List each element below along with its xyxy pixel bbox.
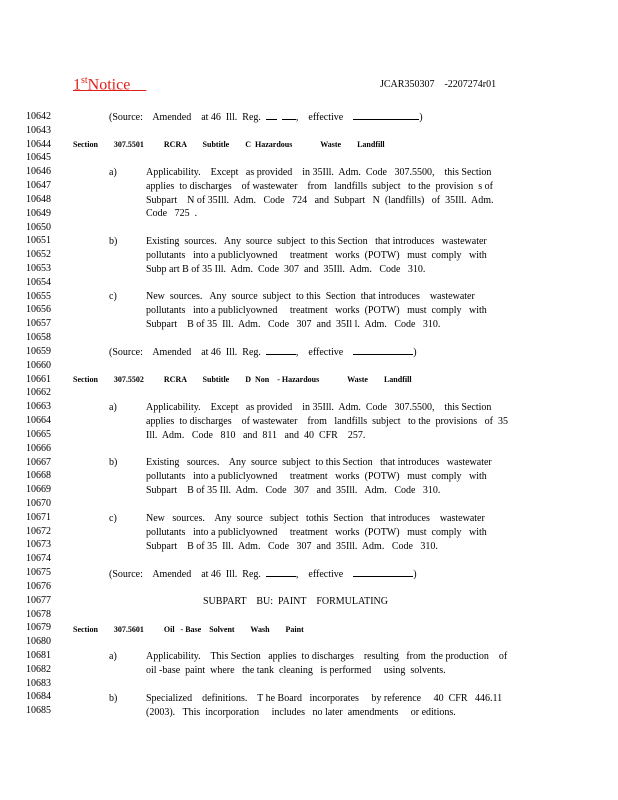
line-number: 10656: [26, 304, 51, 316]
line-number: 10653: [26, 263, 51, 275]
line-number: 10645: [26, 152, 51, 164]
item-marker: b): [109, 693, 118, 704]
paragraph-line: (2003). This incorporation includes no later amendments or editions.: [146, 706, 456, 718]
item-marker: c): [109, 291, 117, 302]
paragraph-line: Subpart B of 35 Ill. Adm. Code 307 and 35Ill. Adm. Code 310.: [146, 540, 438, 552]
line-number: 10644: [26, 138, 51, 150]
source-note: (Source: Amended at 46 Ill. Reg. , effective ): [109, 112, 423, 123]
paragraph-line: Subpart B of 35 Ill. Adm. Code 307 and 35Ill. Adm. Code 310.: [146, 484, 441, 496]
paragraph-line: pollutants into a publiclyowned treatment works (POTW) must comply with: [146, 304, 487, 316]
paragraph: [146, 650, 546, 678]
paragraph-line: Subp art B of 35 Ill. Adm. Code 307 and 35Ill. Adm. Code 310.: [146, 263, 426, 275]
line-number: 10662: [26, 387, 51, 399]
line-number: 10657: [26, 318, 51, 330]
paragraph: [146, 166, 546, 221]
paragraph-line: Code 725 .: [146, 208, 198, 220]
paragraph-line: Applicability. Except as provided in 35Ill. Adm. Code 307.5500, this Section: [146, 167, 492, 178]
item-marker: c): [109, 513, 117, 524]
line-number: 10670: [26, 497, 51, 509]
line-number: 10660: [26, 359, 51, 371]
line-number: 10652: [26, 249, 51, 261]
paragraph-line: Applicability. This Section applies to discharges resulting from the production of: [146, 651, 508, 662]
paragraph-line: Specialized definitions. T he Board incorporates by reference 40 CFR 446.11: [146, 693, 503, 704]
paragraph: [146, 692, 546, 720]
section-heading: Section 307.5601 Oil - Base Solvent Wash Paint: [73, 625, 304, 634]
line-number: 10682: [26, 663, 51, 675]
line-number: 10681: [26, 649, 51, 661]
paragraph-line: pollutants into a publiclyowned treatment works (POTW) must comply with: [146, 470, 487, 482]
line-number: 10685: [26, 705, 51, 717]
paragraph-line: Subpart B of 35 Ill. Adm. Code 307 and 35Il l. Adm. Code 310.: [146, 318, 441, 330]
paragraph-line: New sources. Any source subject tothis Section that introduces wastewater: [146, 513, 485, 524]
paragraph-line: applies to discharges of wastewater from landfills subject to the provision s of: [146, 180, 493, 192]
line-number: 10658: [26, 332, 51, 344]
line-number: 10647: [26, 180, 51, 192]
line-number: 10654: [26, 276, 51, 288]
line-number: 10680: [26, 636, 51, 648]
line-number: 10643: [26, 124, 51, 136]
line-number: 10684: [26, 691, 51, 703]
subpart-heading: SUBPART BU: PAINT FORMULATING: [203, 596, 388, 607]
item-marker: a): [109, 402, 117, 413]
paragraph-line: Existing sources. Any source subject to this Section that introduces wastewater: [146, 236, 487, 247]
paragraph-line: Subpart N of 35Ill. Adm. Code 724 and Subpart N (landfills) of 35Ill. Adm.: [146, 194, 494, 206]
paragraph-line: Existing sources. Any source subject to this Section that introduces wastewater: [146, 457, 492, 468]
line-number: 10655: [26, 290, 51, 302]
paragraph: [146, 401, 546, 442]
notice-label: 1stNotice: [73, 75, 131, 94]
line-number: 10651: [26, 235, 51, 247]
line-number: 10679: [26, 622, 51, 634]
line-number: 10671: [26, 511, 51, 523]
item-marker: b): [109, 457, 118, 468]
line-number: 10669: [26, 484, 51, 496]
paragraph: [146, 456, 546, 497]
section-heading: Section 307.5502 RCRA Subtitle D Non - Hazardous Waste Landfill: [73, 375, 412, 384]
line-number: 10664: [26, 415, 51, 427]
paragraph-line: pollutants into a publiclyowned treatment works (POTW) must comply with: [146, 249, 487, 261]
line-number: 10673: [26, 539, 51, 551]
line-number: 10678: [26, 608, 51, 620]
line-number: 10672: [26, 525, 51, 537]
source-note: (Source: Amended at 46 Ill. Reg. , effective ): [109, 347, 417, 358]
line-number: 10650: [26, 221, 51, 233]
line-number: 10642: [26, 111, 51, 122]
page-header: [73, 75, 593, 97]
paragraph-line: pollutants into a publiclyowned treatment works (POTW) must comply with: [146, 526, 487, 538]
line-number: 10677: [26, 594, 51, 606]
line-number: 10668: [26, 470, 51, 482]
line-number: 10676: [26, 580, 51, 592]
line-number: 10667: [26, 456, 51, 468]
line-number: 10646: [26, 166, 51, 178]
item-marker: a): [109, 167, 117, 178]
line-number: 10665: [26, 428, 51, 440]
line-number: 10683: [26, 677, 51, 689]
paragraph-line: Applicability. Except as provided in 35Ill. Adm. Code 307.5500, this Section: [146, 402, 492, 413]
line-number: 10666: [26, 442, 51, 454]
paragraph-line: New sources. Any source subject to this Section that introduces wastewater: [146, 291, 475, 302]
paragraph: [146, 512, 546, 553]
paragraph-line: oil -base paint where the tank cleaning is performed using solvents.: [146, 664, 446, 676]
source-note: (Source: Amended at 46 Ill. Reg. , effective ): [109, 569, 417, 580]
item-marker: b): [109, 236, 118, 247]
line-number: 10663: [26, 401, 51, 413]
line-number: 10648: [26, 193, 51, 205]
document-code: JCAR350307 -2207274r01: [380, 79, 497, 90]
line-number: 10649: [26, 207, 51, 219]
line-number: 10674: [26, 553, 51, 565]
line-number: 10659: [26, 345, 51, 357]
paragraph-line: applies to discharges of wastewater from landfills subject to the provisions of 35: [146, 415, 508, 427]
line-number: 10661: [26, 373, 51, 385]
paragraph-line: Ill. Adm. Code 810 and 811 and 40 CFR 257.: [146, 429, 366, 441]
paragraph: [146, 290, 546, 331]
line-number: 10675: [26, 567, 51, 579]
section-heading: Section 307.5501 RCRA Subtitle C Hazardous Waste Landfill: [73, 140, 385, 149]
item-marker: a): [109, 651, 117, 662]
paragraph: [146, 235, 546, 276]
